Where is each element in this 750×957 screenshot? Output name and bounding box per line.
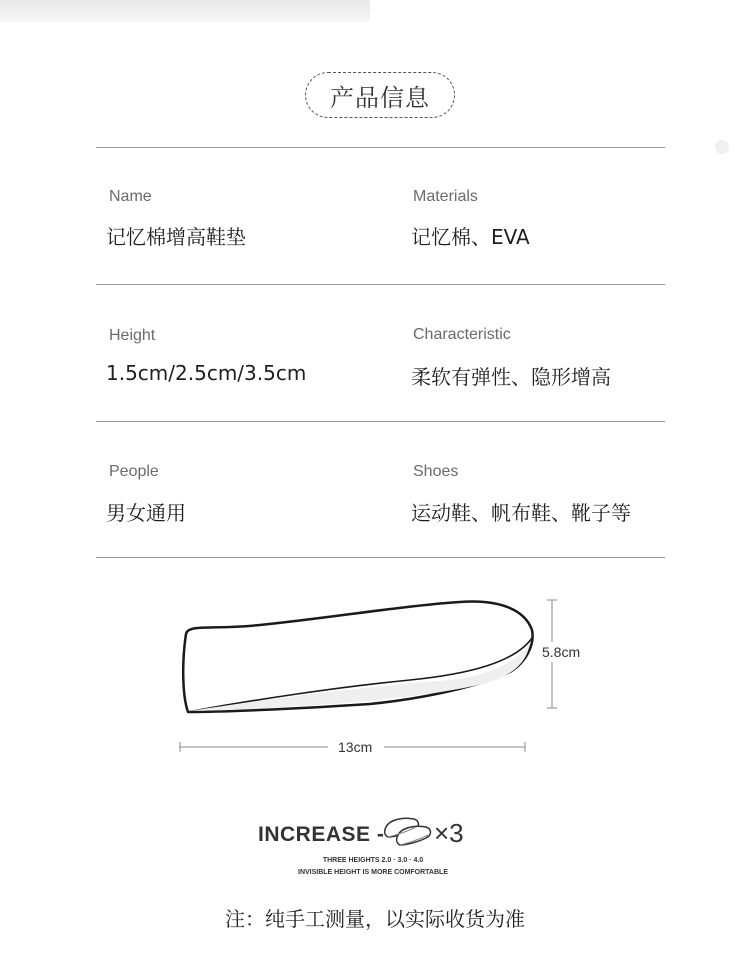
spec-value-people: 男女通用 bbox=[106, 501, 186, 525]
divider bbox=[96, 147, 665, 148]
insole-dimension-diagram bbox=[170, 590, 620, 765]
height-dimension bbox=[538, 600, 590, 708]
length-label: 13cm bbox=[338, 739, 373, 755]
divider bbox=[96, 421, 665, 422]
decorative-dot bbox=[715, 140, 729, 154]
top-decorative-strip bbox=[0, 0, 370, 22]
increase-multiplier: ×3 bbox=[434, 818, 464, 848]
spec-value-shoes: 运动鞋、帆布鞋、靴子等 bbox=[411, 501, 631, 525]
insole-illustration bbox=[183, 602, 532, 712]
increase-subtitle-line2: INVISIBLE HEIGHT IS MORE COMFORTABLE bbox=[298, 869, 448, 876]
increase-word: INCREASE - bbox=[258, 823, 385, 846]
insole-stack-icon bbox=[380, 815, 434, 849]
section-title-badge bbox=[305, 72, 455, 118]
spec-value-characteristic: 柔软有弹性、隐形增高 bbox=[411, 365, 611, 389]
spec-label-characteristic: Characteristic bbox=[413, 326, 511, 343]
spec-label-height: Height bbox=[109, 327, 156, 344]
section-title: 产品信息 bbox=[330, 83, 430, 112]
spec-label-people: People bbox=[109, 463, 159, 480]
divider bbox=[96, 284, 665, 285]
measurement-note: 注：纯手工测量，以实际收货为准 bbox=[225, 907, 525, 931]
increase-subtitle-line1: THREE HEIGHTS 2.0 · 3.0 · 4.0 bbox=[322, 857, 424, 864]
height-label: 5.8cm bbox=[542, 644, 581, 660]
spec-label-name: Name bbox=[109, 188, 152, 205]
spec-value-height: 1.5cm/2.5cm/3.5cm bbox=[106, 361, 307, 385]
divider bbox=[96, 557, 665, 558]
length-dimension bbox=[180, 737, 525, 757]
spec-value-name: 记忆棉增高鞋垫 bbox=[106, 225, 246, 249]
spec-label-shoes: Shoes bbox=[413, 463, 459, 480]
spec-value-materials: 记忆棉、EVA bbox=[411, 225, 530, 249]
spec-label-materials: Materials bbox=[413, 188, 478, 205]
